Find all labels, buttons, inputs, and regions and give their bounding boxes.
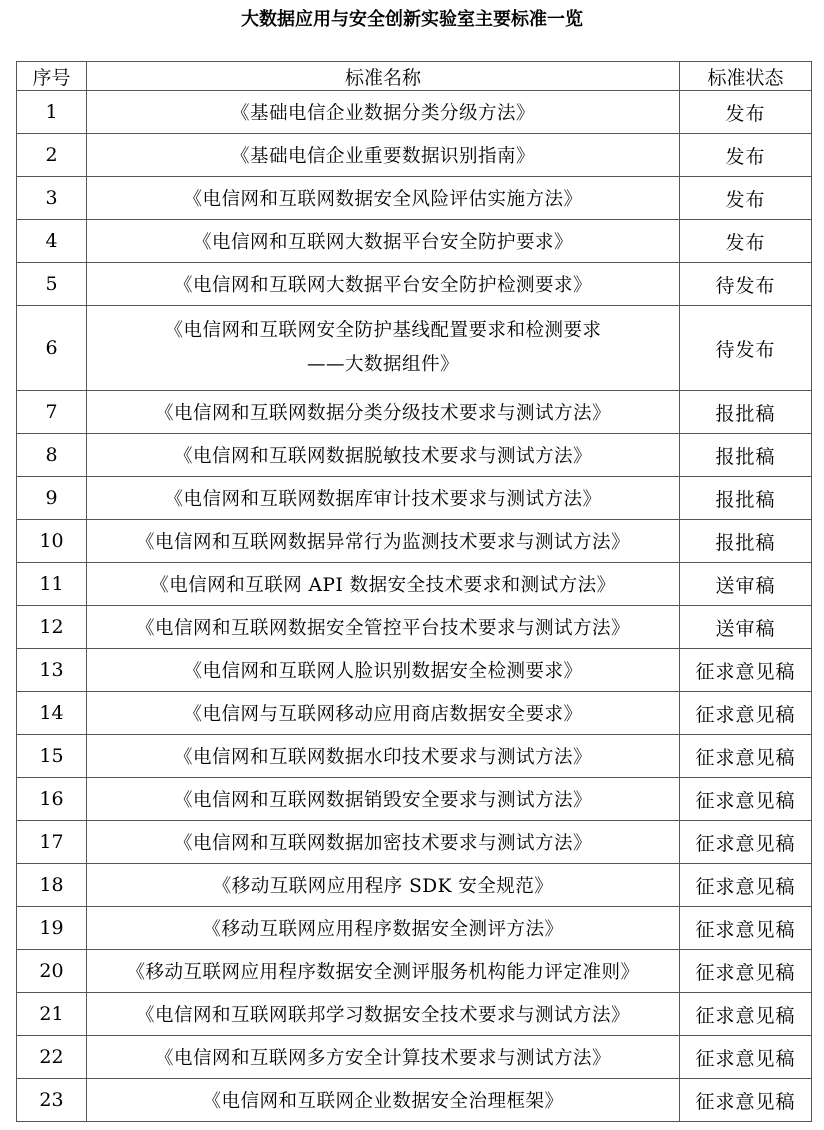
standard-name: 《电信网和互联网数据异常行为监测技术要求与测试方法》 [87, 520, 680, 563]
row-number: 10 [17, 520, 87, 563]
table-row [17, 477, 812, 520]
table-header-row [17, 62, 812, 91]
row-number: 21 [17, 993, 87, 1036]
row-number: 9 [17, 477, 87, 520]
row-number: 13 [17, 649, 87, 692]
standard-status: 征求意见稿 [680, 735, 812, 778]
row-number: 18 [17, 864, 87, 907]
standard-name: 《电信网和互联网数据加密技术要求与测试方法》 [87, 821, 680, 864]
table-row [17, 1079, 812, 1122]
standard-status: 发布 [680, 220, 812, 263]
standard-status: 征求意见稿 [680, 864, 812, 907]
table-row [17, 391, 812, 434]
row-number: 4 [17, 220, 87, 263]
row-number: 12 [17, 606, 87, 649]
table-row [17, 950, 812, 993]
standard-status: 征求意见稿 [680, 907, 812, 950]
standard-status: 征求意见稿 [680, 821, 812, 864]
column-header-no: 序号 [17, 62, 87, 91]
standard-name: 《电信网和互联网大数据平台安全防护要求》 [87, 220, 680, 263]
standard-status: 报批稿 [680, 391, 812, 434]
standard-name: 《电信网和互联网数据销毁安全要求与测试方法》 [87, 778, 680, 821]
row-number: 11 [17, 563, 87, 606]
row-number: 3 [17, 177, 87, 220]
standard-status: 待发布 [680, 263, 812, 306]
table-row [17, 864, 812, 907]
table-row [17, 263, 812, 306]
standard-name: 《电信网和互联网 API 数据安全技术要求和测试方法》 [87, 563, 680, 606]
table-row [17, 907, 812, 950]
table-row [17, 563, 812, 606]
row-number: 16 [17, 778, 87, 821]
table-row [17, 993, 812, 1036]
row-number: 17 [17, 821, 87, 864]
table-row [17, 606, 812, 649]
standard-status: 征求意见稿 [680, 778, 812, 821]
standard-name: 《移动互联网应用程序 SDK 安全规范》 [87, 864, 680, 907]
standard-name: 《电信网和互联网数据脱敏技术要求与测试方法》 [87, 434, 680, 477]
standard-name: 《电信网和互联网大数据平台安全防护检测要求》 [87, 263, 680, 306]
table-row [17, 1036, 812, 1079]
standard-name: 《移动互联网应用程序数据安全测评服务机构能力评定准则》 [87, 950, 680, 993]
row-number: 2 [17, 134, 87, 177]
standard-status: 征求意见稿 [680, 993, 812, 1036]
row-number: 7 [17, 391, 87, 434]
standard-status: 发布 [680, 134, 812, 177]
standard-status: 征求意见稿 [680, 1079, 812, 1122]
standard-name-line-2: ——大数据组件》 [306, 354, 459, 375]
row-number: 22 [17, 1036, 87, 1079]
standard-name: 《电信网和互联网数据安全风险评估实施方法》 [87, 177, 680, 220]
row-number: 14 [17, 692, 87, 735]
standard-status: 待发布 [680, 306, 812, 391]
table-row [17, 778, 812, 821]
standard-name: 《基础电信企业数据分类分级方法》 [87, 91, 680, 134]
standard-status: 征求意见稿 [680, 649, 812, 692]
standard-status: 送审稿 [680, 563, 812, 606]
standard-name: 《电信网和互联网联邦学习数据安全技术要求与测试方法》 [87, 993, 680, 1036]
standard-status: 征求意见稿 [680, 1036, 812, 1079]
standard-name: 《电信网和互联网数据水印技术要求与测试方法》 [87, 735, 680, 778]
standard-status: 报批稿 [680, 520, 812, 563]
standard-status: 发布 [680, 177, 812, 220]
standard-status: 发布 [680, 91, 812, 134]
standard-status: 报批稿 [680, 477, 812, 520]
standard-name: 《电信网和互联网数据分类分级技术要求与测试方法》 [87, 391, 680, 434]
standard-status: 征求意见稿 [680, 692, 812, 735]
standard-name: 《电信网和互联网数据库审计技术要求与测试方法》 [87, 477, 680, 520]
row-number: 20 [17, 950, 87, 993]
standard-name: 《电信网和互联网多方安全计算技术要求与测试方法》 [87, 1036, 680, 1079]
table-row [17, 91, 812, 134]
table-row [17, 821, 812, 864]
standard-name [87, 306, 680, 391]
table-row [17, 692, 812, 735]
standard-name: 《电信网和互联网数据安全管控平台技术要求与测试方法》 [87, 606, 680, 649]
table-row [17, 434, 812, 477]
table-row [17, 649, 812, 692]
table-row [17, 735, 812, 778]
column-header-name: 标准名称 [87, 62, 680, 91]
row-number: 1 [17, 91, 87, 134]
standards-table [16, 61, 812, 1122]
standard-name-line-1: 《电信网和互联网安全防护基线配置要求和检测要求 [164, 320, 602, 341]
row-number: 6 [17, 306, 87, 391]
standard-name: 《基础电信企业重要数据识别指南》 [87, 134, 680, 177]
table-row [17, 520, 812, 563]
row-number: 19 [17, 907, 87, 950]
row-number: 8 [17, 434, 87, 477]
table-row [17, 134, 812, 177]
standard-status: 报批稿 [680, 434, 812, 477]
standard-name: 《电信网和互联网人脸识别数据安全检测要求》 [87, 649, 680, 692]
standard-name: 《移动互联网应用程序数据安全测评方法》 [87, 907, 680, 950]
table-row [17, 306, 812, 391]
column-header-status: 标准状态 [680, 62, 812, 91]
standard-status: 征求意见稿 [680, 950, 812, 993]
standard-status: 送审稿 [680, 606, 812, 649]
page-title: 大数据应用与安全创新实验室主要标准一览 [241, 9, 583, 30]
standard-name: 《电信网与互联网移动应用商店数据安全要求》 [87, 692, 680, 735]
row-number: 15 [17, 735, 87, 778]
standard-name: 《电信网和互联网企业数据安全治理框架》 [87, 1079, 680, 1122]
row-number: 5 [17, 263, 87, 306]
table-row [17, 177, 812, 220]
table-row [17, 220, 812, 263]
row-number: 23 [17, 1079, 87, 1122]
